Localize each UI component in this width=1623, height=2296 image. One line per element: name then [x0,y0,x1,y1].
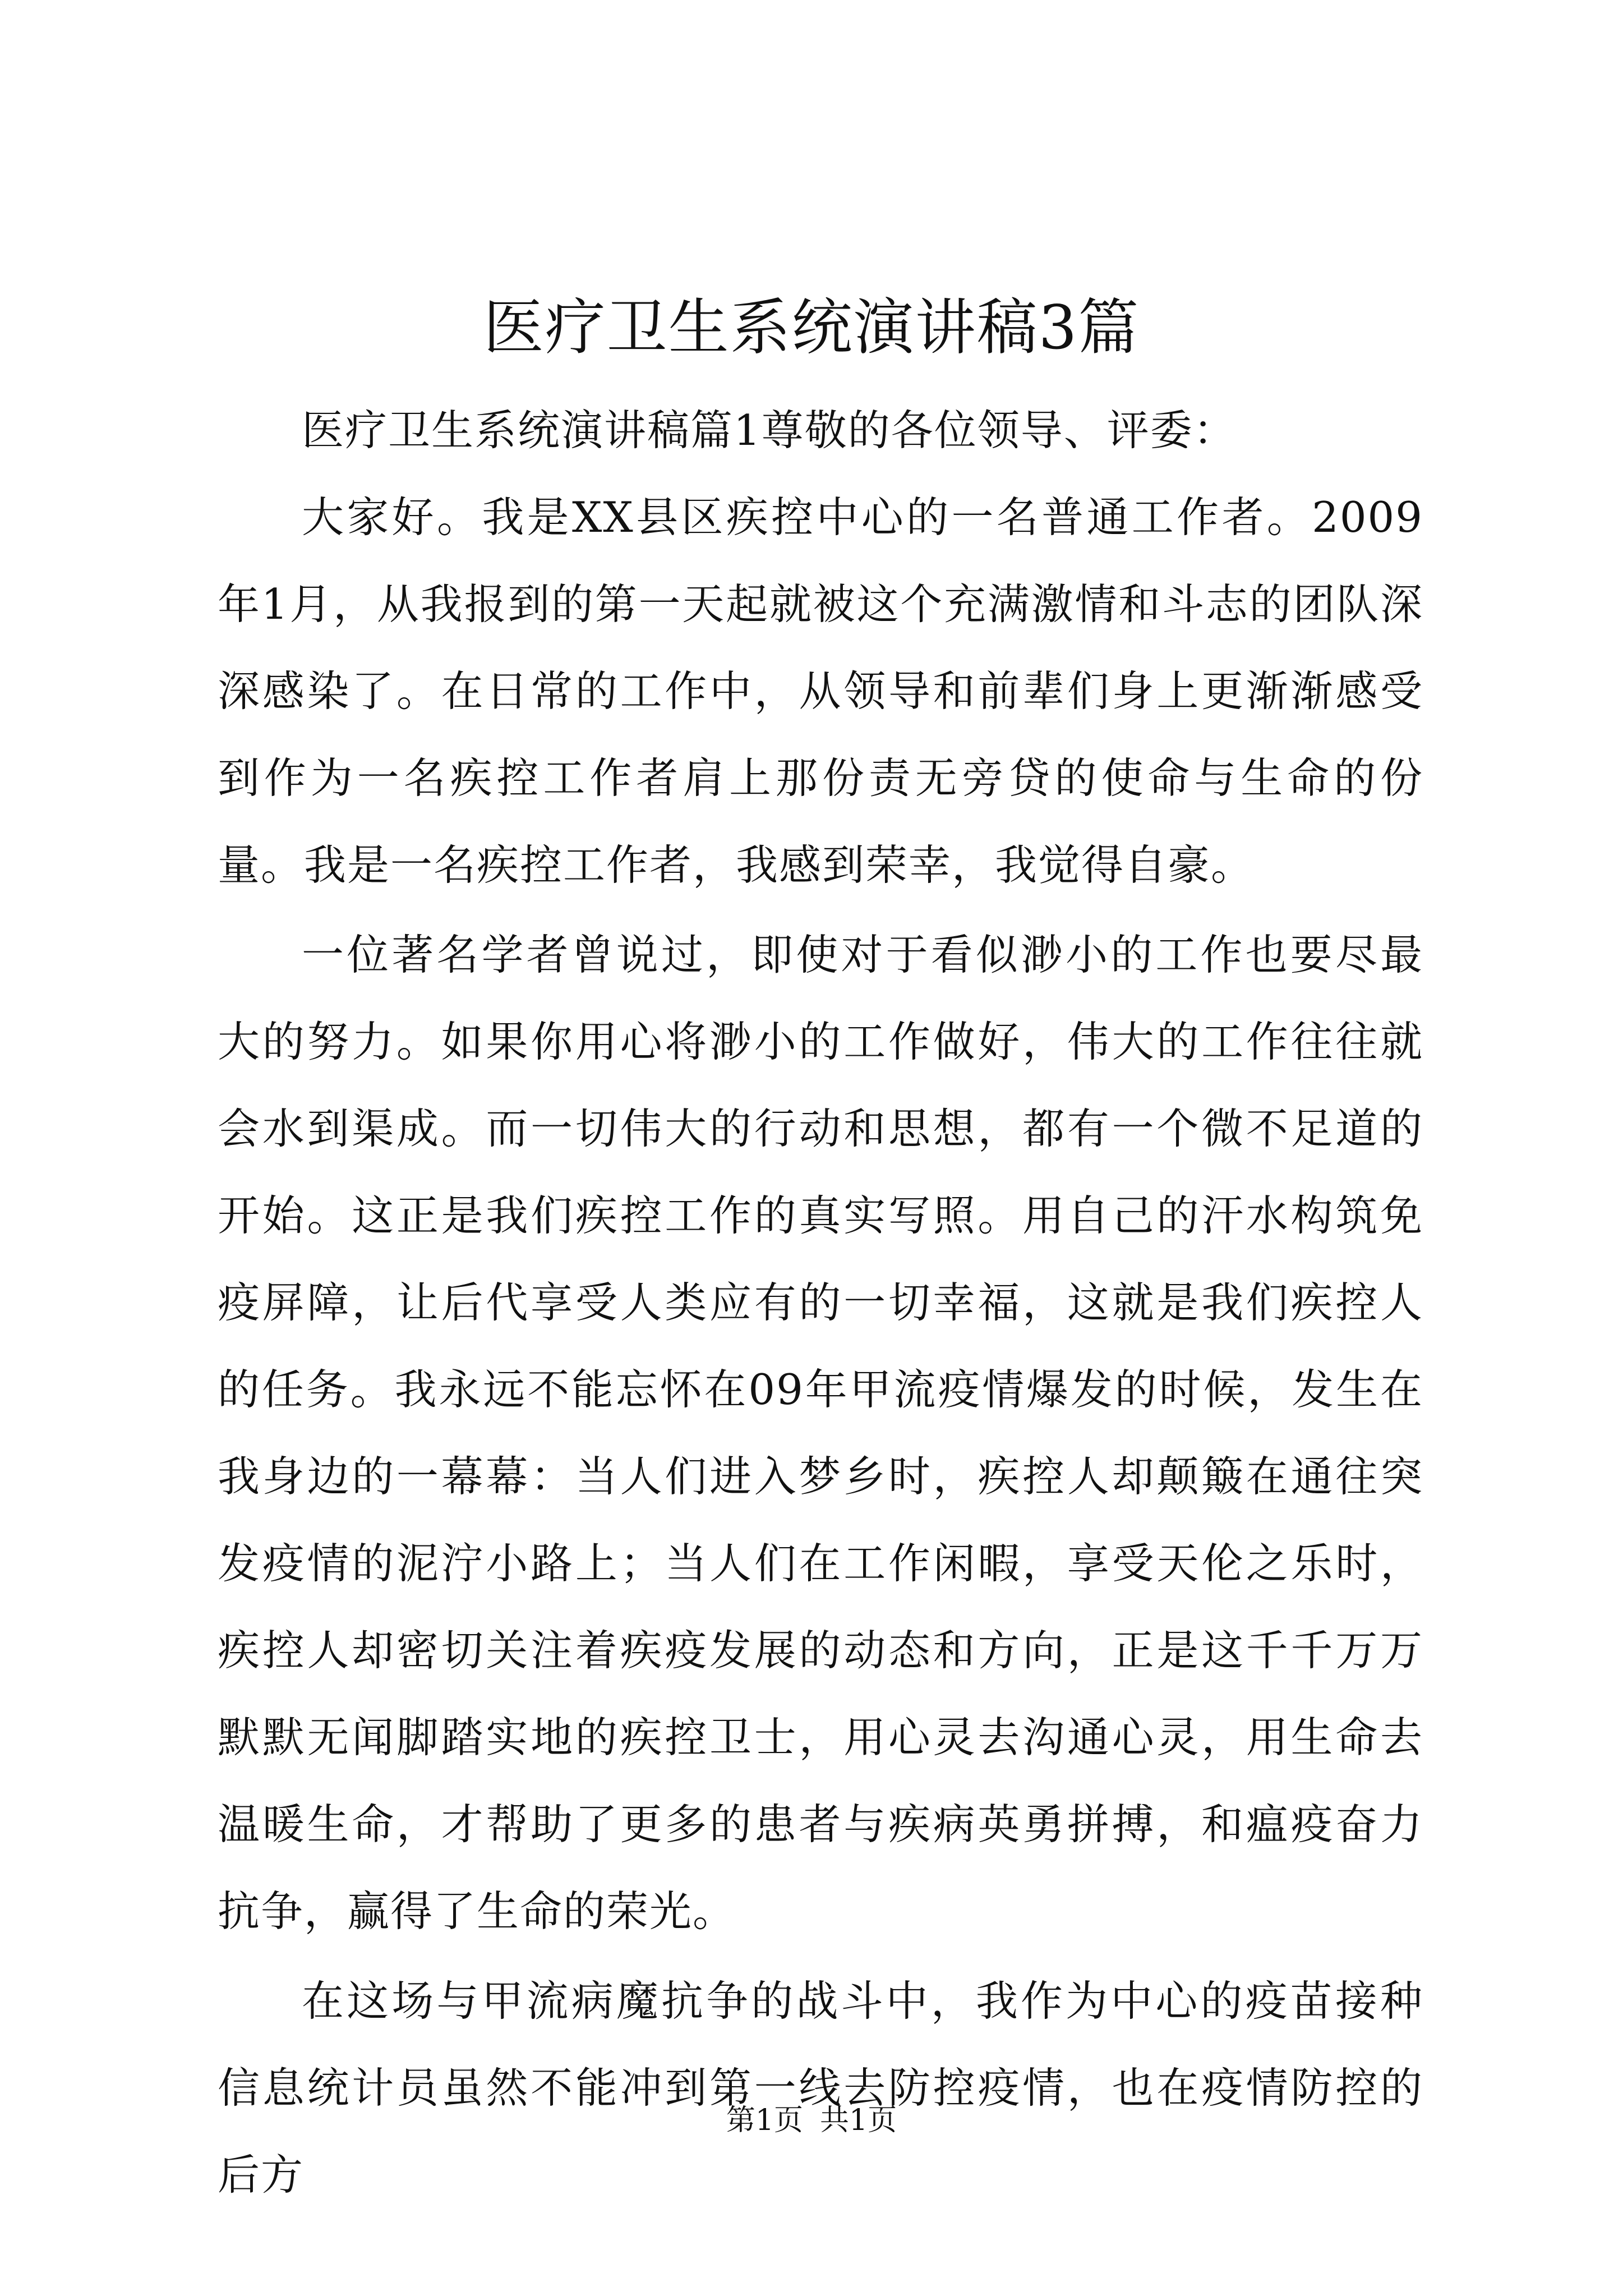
document-title: 医疗卫生系统演讲稿3篇 [483,293,1140,363]
paragraph-1: 医疗卫生系统演讲稿篇1尊敬的各位领导、评委： [302,406,1237,455]
document-body [218,387,1423,2219]
page-number: 第1页 [726,2104,803,2137]
paragraph-4: 在这场与甲流病魔抗争的战斗中，我作为中心的疫苗接种信息统计员虽然不能冲到第一线去防控疫情，也在疫情防控的后方 [218,1976,1423,2200]
paragraph-3: 一位著名学者曾说过，即使对于看似渺小的工作也要尽最大的努力。如果你用心将渺小的工作做好，伟大的工作往往就会水到渠成。而一切伟大的行动和思想，都有一个微不足道的开始。这正是我们疾控工作的真实写照。用自己的汗水构筑免疫屏障，让后代享受人类应有的一切幸福，这就是我们疾控人的任务。我永远不能忘怀在09年甲流疫情爆发的时候，发生在我身边的一幕幕：当人们进入梦乡时，疾控人却颠簸在通往突发疫情的泥泞小路上；当人们在工作闲暇，享受天伦之乐时，疾控人却密切关注着疾疫发展的动态和方向，正是这千千万万默默无闻脚踏实地的疾控卫士，用心灵去沟通心灵，用生命去温暖生命，才帮助了更多的患者与疾病英勇拼搏，和瘟疫奋力抗争，赢得了生命的荣光。 [218,930,1423,1936]
page-footer [0,2098,1623,2143]
page-total: 共1页 [820,2104,897,2137]
paragraph-2: 大家好。我是XX县区疾控中心的一名普通工作者。2009年1月，从我报到的第一天起就被这个充满激情和斗志的团队深深感染了。在日常的工作中，从领导和前辈们身上更渐渐感受到作为一名疾控工作者肩上那份责无旁贷的使命与生命的份量。我是一名疾控工作者，我感到荣幸，我觉得自豪。 [218,493,1423,890]
